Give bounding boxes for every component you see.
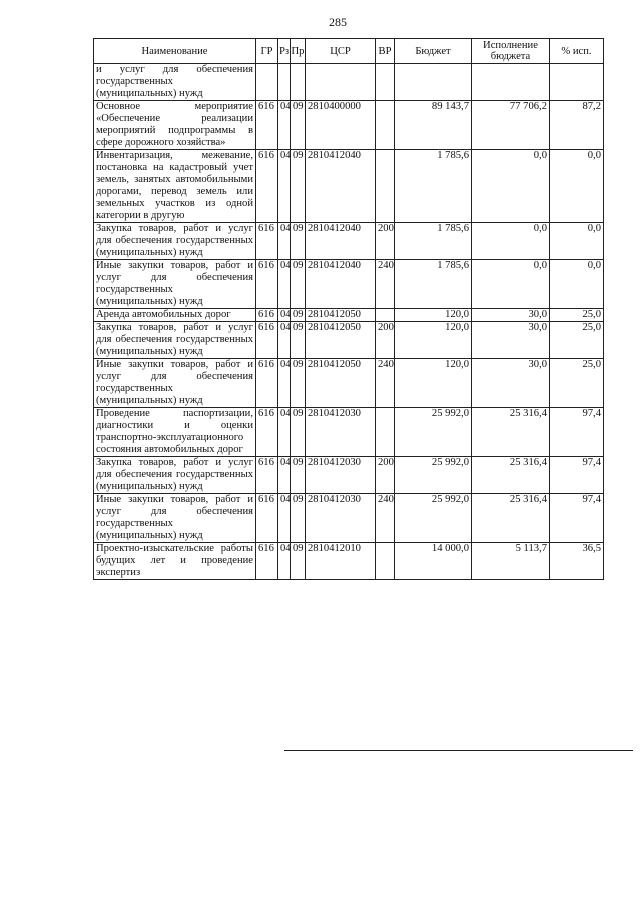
- cell-name: Инвентаризация, межевание, постановка на кадастровый учет земель, занятых автомобильными дорогами, перевод земель или земельных участков из одной категории в другую: [94, 150, 256, 223]
- cell-gr: 616: [256, 457, 278, 494]
- cell-execution: 0,0: [472, 223, 550, 260]
- cell-budget: 120,0: [395, 322, 472, 359]
- cell-budget: 120,0: [395, 309, 472, 322]
- table-row: [94, 359, 604, 408]
- cell-execution: 30,0: [472, 359, 550, 408]
- cell-csr: 2810412030: [306, 494, 376, 543]
- cell-csr: 2810412010: [306, 543, 376, 580]
- cell-budget: 1 785,6: [395, 150, 472, 223]
- cell-gr: 616: [256, 150, 278, 223]
- cell-vr: [376, 408, 395, 457]
- cell-budget: 25 992,0: [395, 408, 472, 457]
- header-percent: % исп.: [550, 39, 604, 64]
- cell-percent: 0,0: [550, 223, 604, 260]
- cell-execution: [472, 64, 550, 101]
- cell-name: Проведение паспортизации, диагностики и оценки транспортно-эксплуатационного состояния автомобильных дорог: [94, 408, 256, 457]
- page-number: 285: [329, 15, 347, 29]
- cell-budget: 89 143,7: [395, 101, 472, 150]
- cell-pr: 09: [291, 260, 306, 309]
- cell-percent: 0,0: [550, 150, 604, 223]
- table-row: [94, 408, 604, 457]
- cell-execution: 25 316,4: [472, 457, 550, 494]
- cell-execution: 5 113,7: [472, 543, 550, 580]
- table-row: [94, 223, 604, 260]
- cell-percent: 25,0: [550, 322, 604, 359]
- cell-vr: [376, 543, 395, 580]
- cell-gr: 616: [256, 322, 278, 359]
- cell-percent: 36,5: [550, 543, 604, 580]
- table-header-row: [94, 39, 604, 64]
- cell-execution: 30,0: [472, 309, 550, 322]
- cell-budget: [395, 64, 472, 101]
- cell-gr: 616: [256, 494, 278, 543]
- cell-csr: 2810412030: [306, 457, 376, 494]
- cell-gr: [256, 64, 278, 101]
- cell-csr: 2810412040: [306, 223, 376, 260]
- table-row: [94, 457, 604, 494]
- cell-pr: 09: [291, 101, 306, 150]
- table-row: [94, 322, 604, 359]
- cell-csr: 2810412050: [306, 309, 376, 322]
- cell-gr: 616: [256, 101, 278, 150]
- cell-rz: 04: [278, 543, 291, 580]
- cell-name: Иные закупки товаров, работ и услуг для обеспечения государственных (муниципальных) нужд: [94, 494, 256, 543]
- cell-vr: 200: [376, 322, 395, 359]
- cell-vr: [376, 101, 395, 150]
- cell-pr: [291, 64, 306, 101]
- cell-vr: [376, 64, 395, 101]
- cell-gr: 616: [256, 408, 278, 457]
- cell-execution: 30,0: [472, 322, 550, 359]
- cell-rz: 04: [278, 150, 291, 223]
- cell-pr: 09: [291, 223, 306, 260]
- cell-percent: 25,0: [550, 359, 604, 408]
- cell-name: Проектно-изыскательские работы будущих лет и проведение экспертиз: [94, 543, 256, 580]
- cell-gr: 616: [256, 359, 278, 408]
- cell-pr: 09: [291, 543, 306, 580]
- table-row: [94, 543, 604, 580]
- cell-vr: [376, 309, 395, 322]
- header-pr: Пр: [291, 39, 306, 64]
- cell-pr: 09: [291, 408, 306, 457]
- cell-rz: 04: [278, 223, 291, 260]
- cell-rz: 04: [278, 322, 291, 359]
- cell-csr: 2810412040: [306, 260, 376, 309]
- cell-rz: [278, 64, 291, 101]
- cell-budget: 120,0: [395, 359, 472, 408]
- cell-execution: 25 316,4: [472, 408, 550, 457]
- cell-execution: 0,0: [472, 150, 550, 223]
- cell-pr: 09: [291, 309, 306, 322]
- cell-name: и услуг для обеспечения государственных (муниципальных) нужд: [94, 64, 256, 101]
- cell-rz: 04: [278, 309, 291, 322]
- cell-vr: 200: [376, 223, 395, 260]
- cell-budget: 25 992,0: [395, 457, 472, 494]
- cell-percent: 97,4: [550, 457, 604, 494]
- cell-execution: 25 316,4: [472, 494, 550, 543]
- table-row: [94, 101, 604, 150]
- cell-gr: 616: [256, 223, 278, 260]
- cell-csr: 2810412040: [306, 150, 376, 223]
- table-row: [94, 150, 604, 223]
- cell-name: Иные закупки товаров, работ и услуг для обеспечения государственных (муниципальных) нужд: [94, 359, 256, 408]
- cell-name: Иные закупки товаров, работ и услуг для обеспечения государственных (муниципальных) нужд: [94, 260, 256, 309]
- cell-pr: 09: [291, 359, 306, 408]
- cell-percent: 0,0: [550, 260, 604, 309]
- cell-budget: 25 992,0: [395, 494, 472, 543]
- table-row: [94, 260, 604, 309]
- cell-name: Закупка товаров, работ и услуг для обеспечения государственных (муниципальных) нужд: [94, 457, 256, 494]
- cell-pr: 09: [291, 150, 306, 223]
- cell-name: Закупка товаров, работ и услуг для обеспечения государственных (муниципальных) нужд: [94, 223, 256, 260]
- cell-pr: 09: [291, 322, 306, 359]
- cell-rz: 04: [278, 408, 291, 457]
- header-name: Наименование: [94, 39, 256, 64]
- table-row: [94, 64, 604, 101]
- cell-budget: 14 000,0: [395, 543, 472, 580]
- cell-percent: 87,2: [550, 101, 604, 150]
- cell-pr: 09: [291, 494, 306, 543]
- cell-rz: 04: [278, 359, 291, 408]
- cell-name: Закупка товаров, работ и услуг для обеспечения государственных (муниципальных) нужд: [94, 322, 256, 359]
- table-body: [94, 64, 604, 580]
- footer-divider-line: [284, 750, 633, 751]
- cell-rz: 04: [278, 260, 291, 309]
- header-execution: Исполнение бюджета: [472, 39, 550, 64]
- cell-percent: [550, 64, 604, 101]
- cell-vr: 240: [376, 494, 395, 543]
- cell-csr: 2810412050: [306, 359, 376, 408]
- table-row: [94, 309, 604, 322]
- cell-vr: [376, 150, 395, 223]
- cell-rz: 04: [278, 494, 291, 543]
- header-gr: ГР: [256, 39, 278, 64]
- cell-csr: 2810400000: [306, 101, 376, 150]
- budget-table: [93, 38, 604, 580]
- header-csr: ЦСР: [306, 39, 376, 64]
- cell-percent: 97,4: [550, 408, 604, 457]
- cell-execution: 0,0: [472, 260, 550, 309]
- cell-vr: 200: [376, 457, 395, 494]
- cell-vr: 240: [376, 359, 395, 408]
- cell-csr: [306, 64, 376, 101]
- cell-csr: 2810412030: [306, 408, 376, 457]
- cell-vr: 240: [376, 260, 395, 309]
- cell-gr: 616: [256, 309, 278, 322]
- header-rz: Рз: [278, 39, 291, 64]
- cell-gr: 616: [256, 543, 278, 580]
- cell-budget: 1 785,6: [395, 260, 472, 309]
- table-row: [94, 494, 604, 543]
- cell-name: Аренда автомобильных дорог: [94, 309, 256, 322]
- cell-gr: 616: [256, 260, 278, 309]
- cell-rz: 04: [278, 101, 291, 150]
- cell-percent: 25,0: [550, 309, 604, 322]
- header-vr: ВР: [376, 39, 395, 64]
- cell-csr: 2810412050: [306, 322, 376, 359]
- cell-rz: 04: [278, 457, 291, 494]
- cell-percent: 97,4: [550, 494, 604, 543]
- cell-budget: 1 785,6: [395, 223, 472, 260]
- cell-name: Основное мероприятие «Обеспечение реализации мероприятий подпрограммы в сфере дорожного хозяйства»: [94, 101, 256, 150]
- cell-pr: 09: [291, 457, 306, 494]
- cell-execution: 77 706,2: [472, 101, 550, 150]
- header-budget: Бюджет: [395, 39, 472, 64]
